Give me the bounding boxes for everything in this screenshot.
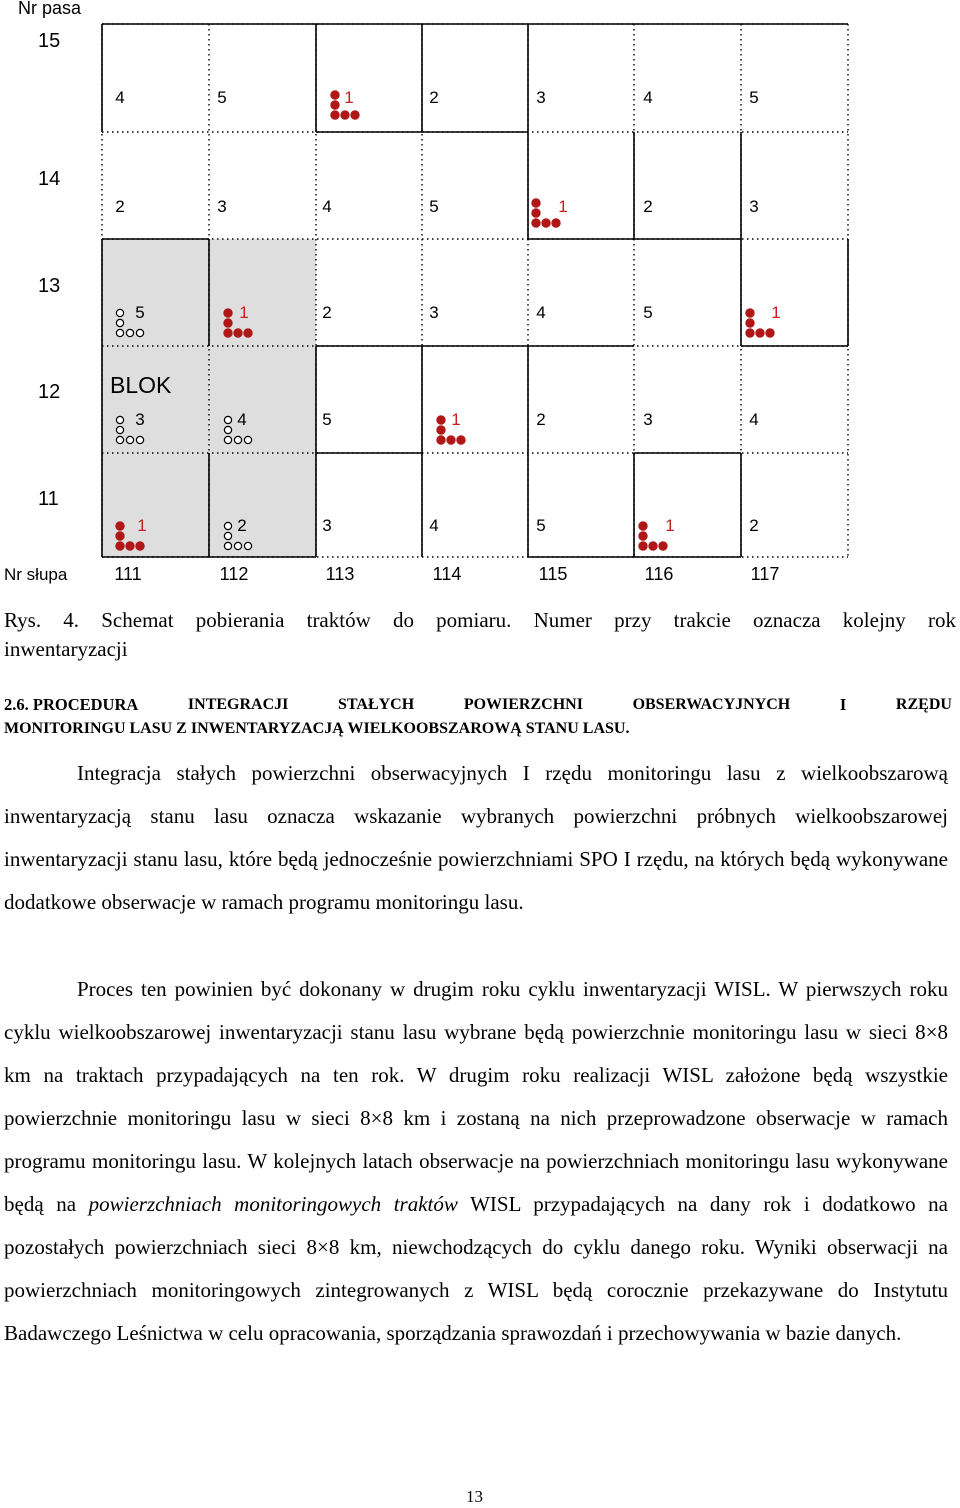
tract-year-number: 1 [137,516,147,535]
tract-year-number: 4 [322,197,332,216]
tract-year-number: 2 [115,197,125,216]
tract-year-number: 5 [217,88,227,107]
section-heading-word: STAŁYCH [338,696,415,713]
column-header-label: Nr słupa [4,565,68,584]
tract-year-number: 3 [643,410,653,429]
tract-year-number: 2 [429,88,439,107]
tract-year-number: 2 [237,516,247,535]
body-paragraph-1: Integracja stałych powierzchni obserwacyjnych I rzędu monitoringu lasu z wielkoobszarową inwentaryzacją stanu lasu oznacza wskazanie wybranych powierzchni próbnych wielkoobszarowej inwentaryzacji stanu lasu, które będą jednocześnie powierzchniami SPO I rzędu, na których będą wykonywane dodatkowe obserwacje w ramach programu monitoringu lasu. [4,761,948,914]
tract-year-number: 2 [536,410,546,429]
tract-year-number: 3 [749,197,759,216]
tract-year-number: 2 [643,197,653,216]
tract-year-number: 5 [749,88,759,107]
tract-year-number: 1 [771,303,781,322]
tract-year-number: 2 [749,516,759,535]
paragraph-2-text-continued: WISL przypadających na dany rok i dodatkowo na pozostałych powierzchniach sieci 8×8 km, niewchodzących do cyklu danego roku. Wyniki obserwacji na powierzchniach monitoringowych zintegrowanych z WISL będą corocznie przekazywane do Instytutu Badawczego Leśnictwa w celu opracowania, sporządzania sprawozdań i przechowywania w bazie danych. [4,1192,948,1345]
section-heading-line1 [4,693,952,717]
row-number-13: 13 [38,275,61,297]
column-number-117: 117 [750,564,780,584]
tract-year-number: 4 [749,410,759,429]
tract-year-number: 5 [643,303,653,322]
tract-year-number: 4 [237,410,247,429]
grid-cell-labels [0,0,960,600]
section-heading [4,693,952,741]
row-number-15: 15 [38,30,61,52]
page-number: 13 [466,1487,483,1506]
tract-year-number: 4 [429,516,439,535]
paragraph-2-italic-term: powierzchniach monitoringowych traktów [88,1192,458,1216]
block-label: BLOK [110,372,172,398]
section-heading-word: OBSERWACYJNYCH [632,696,791,713]
tract-year-number: 1 [239,303,249,322]
tract-year-number: 5 [536,516,546,535]
tract-year-number: 4 [536,303,546,322]
tract-year-number: 5 [429,197,439,216]
tract-year-number: 3 [536,88,546,107]
section-heading-word: INTEGRACJI [187,696,289,713]
section-heading-line2: MONITORINGU LASU Z INWENTARYZACJĄ WIELKOOBSZAROWĄ STANU LASU. [4,720,630,737]
paragraph-2-text: Proces ten powinien być dokonany w drugim roku cyklu inwentaryzacji WISL. W pierwszych roku cyklu wielkoobszarowej inwentaryzacji stanu lasu wybrane będą powierzchnie monitoringu lasu w sieci 8×8 km na traktach przypadających na ten rok. W drugim roku realizacji WISL założone będą wszystkie powierzchnie monitoringu lasu w sieci 8×8 km i zostaną na nich przeprowadzone obserwacje w ramach programu monitoringu lasu. W kolejnych latach obserwacje na powierzchniach monitoringu lasu wykonywane będą na [4,977,948,1216]
tract-year-number: 1 [665,516,675,535]
column-number-111: 111 [114,564,142,584]
column-number-116: 116 [644,564,674,584]
figure-caption-continued: inwentaryzacji [4,637,128,661]
tract-year-number: 4 [115,88,125,107]
tract-year-number: 1 [451,410,461,429]
section-heading-word: I [839,695,847,714]
tract-year-number: 3 [217,197,227,216]
tract-year-number: 5 [135,303,145,322]
tract-year-number: 3 [429,303,439,322]
tract-year-number: 3 [322,516,332,535]
tract-year-number: 2 [322,303,332,322]
column-number-112: 112 [219,564,249,584]
tract-year-number: 3 [135,410,145,429]
tract-year-number: 1 [558,197,568,216]
column-number-114: 114 [432,564,462,584]
section-heading-word: RZĘDU [895,696,952,713]
figure-caption: Rys. 4. Schemat pobierania traktów do pomiaru. Numer przy trakcie oznacza kolejny rok [4,608,956,632]
section-heading-word: 2.6. PROCEDURA [4,695,139,714]
section-heading-word: POWIERZCHNI [463,696,583,713]
row-number-14: 14 [38,168,61,190]
tract-year-number: 5 [322,410,332,429]
column-number-115: 115 [538,564,568,584]
tract-year-number: 1 [344,88,354,107]
tract-year-number: 4 [643,88,653,107]
row-number-11: 11 [38,488,59,510]
body-paragraph-2 [4,968,948,1355]
column-number-113: 113 [325,564,355,584]
row-header-label: Nr pasa [18,0,82,18]
row-number-12: 12 [38,381,61,403]
